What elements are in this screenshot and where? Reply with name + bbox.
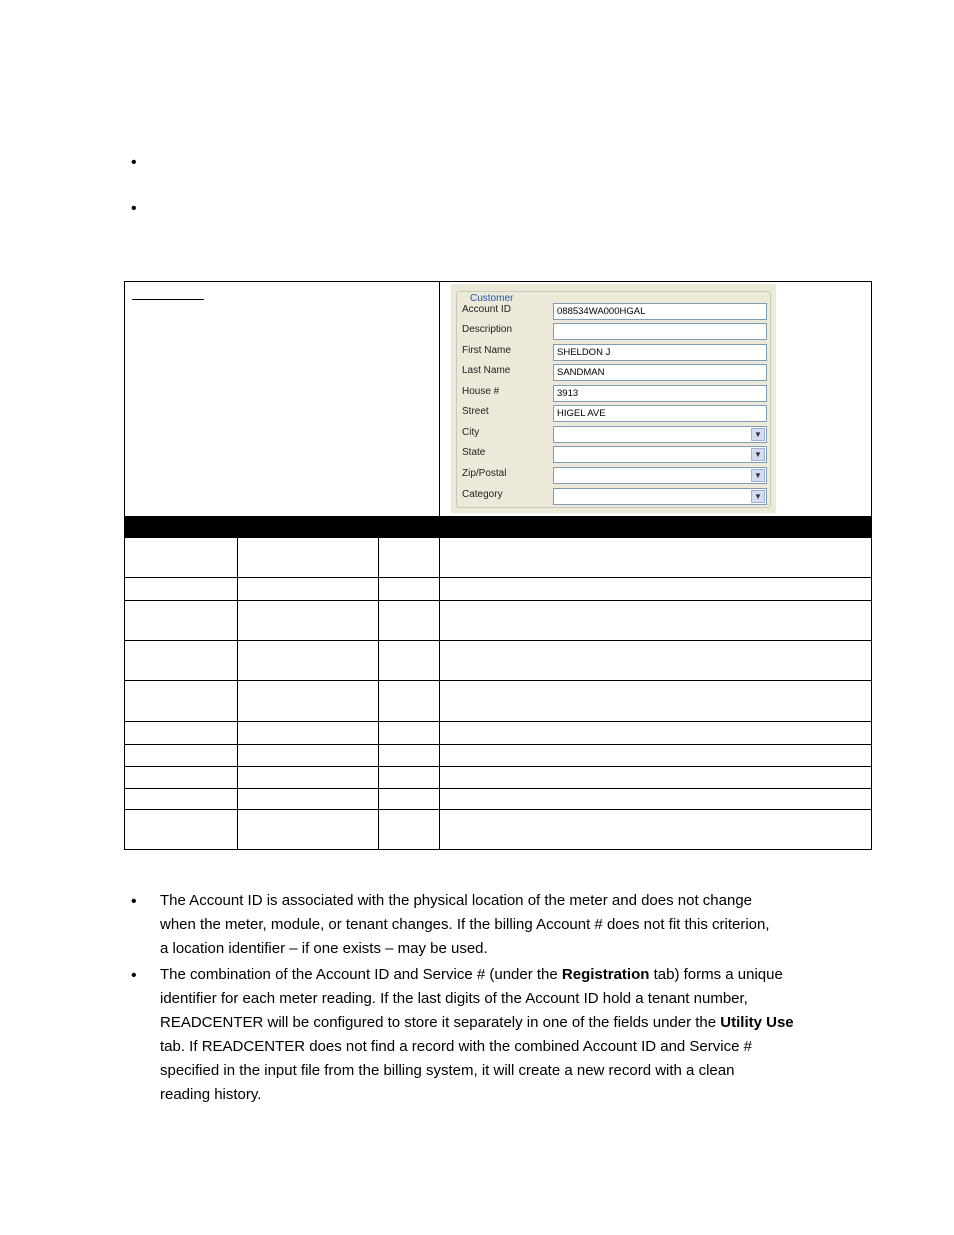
field-input[interactable] (553, 344, 767, 361)
field-label: Category (462, 489, 503, 500)
field-input[interactable] (553, 405, 767, 422)
customer-form-screenshot (451, 284, 776, 513)
utility-use-tab-ref: Utility Use (720, 1014, 794, 1031)
field-dropdown[interactable] (553, 426, 767, 443)
customer-group-title: Customer (470, 293, 514, 304)
note-line: tab. If READCENTER does not find a record with the combined Account ID and Service # (160, 1038, 752, 1055)
field-input[interactable] (553, 364, 767, 381)
field-label: State (462, 447, 486, 458)
column-divider (237, 538, 238, 850)
field-dropdown[interactable] (553, 467, 767, 484)
field-label: House # (462, 386, 500, 397)
field-label: Street (462, 406, 489, 417)
field-dropdown[interactable] (553, 446, 767, 463)
note-line: reading history. (160, 1086, 262, 1103)
field-label: Last Name (462, 365, 511, 376)
chevron-down-icon[interactable]: ▼ (751, 428, 765, 441)
field-value: SANDMAN (557, 367, 605, 378)
note-line: identifier for each meter reading. If the last digits of the Account ID hold a tenant number, (160, 990, 748, 1007)
field-label: Account ID (462, 304, 511, 315)
column-divider (378, 538, 379, 850)
note-line: specified in the input file from the billing system, it will create a new record with a clean (160, 1062, 735, 1079)
note-bullet: • (131, 967, 137, 984)
note-account-id (160, 889, 850, 961)
field-table (124, 281, 872, 850)
table-header-bar (125, 516, 871, 538)
chevron-down-icon[interactable]: ▼ (751, 469, 765, 482)
note-line: The Account ID is associated with the physical location of the meter and does not change (160, 892, 753, 909)
note-line: READCENTER will be configured to store it separately in one of the fields under the Utility Use (160, 1014, 794, 1031)
field-label: City (462, 427, 480, 438)
header-divider (439, 282, 440, 516)
field-input[interactable] (553, 303, 767, 320)
field-value: SHELDON J (557, 347, 611, 358)
empty-bullet: • (131, 200, 137, 217)
field-label: Description (462, 324, 513, 335)
chevron-down-icon[interactable]: ▼ (751, 490, 765, 503)
chevron-down-icon[interactable]: ▼ (751, 448, 765, 461)
section-title-underline (132, 299, 204, 300)
column-divider (439, 538, 440, 850)
note-line: when the meter, module, or tenant changes. If the billing Account # does not fit this criterion, (160, 916, 770, 933)
field-label: Zip/Postal (462, 468, 507, 479)
registration-tab-ref: Registration (561, 966, 650, 983)
field-input[interactable] (553, 385, 767, 402)
note-bullet: • (131, 893, 137, 910)
empty-bullet: • (131, 154, 137, 171)
field-value: 3913 (557, 388, 579, 399)
field-value: 088534WA000HGAL (557, 306, 646, 317)
note-line: a location identifier – if one exists – may be used. (160, 940, 488, 957)
field-label: First Name (462, 345, 511, 356)
field-input[interactable] (553, 323, 767, 340)
note-line: The combination of the Account ID and Service # (under the Registration tab) forms a unique (160, 966, 783, 983)
field-dropdown[interactable] (553, 488, 767, 505)
field-value: HIGEL AVE (557, 408, 606, 419)
note-unique-identifier (160, 963, 850, 1107)
